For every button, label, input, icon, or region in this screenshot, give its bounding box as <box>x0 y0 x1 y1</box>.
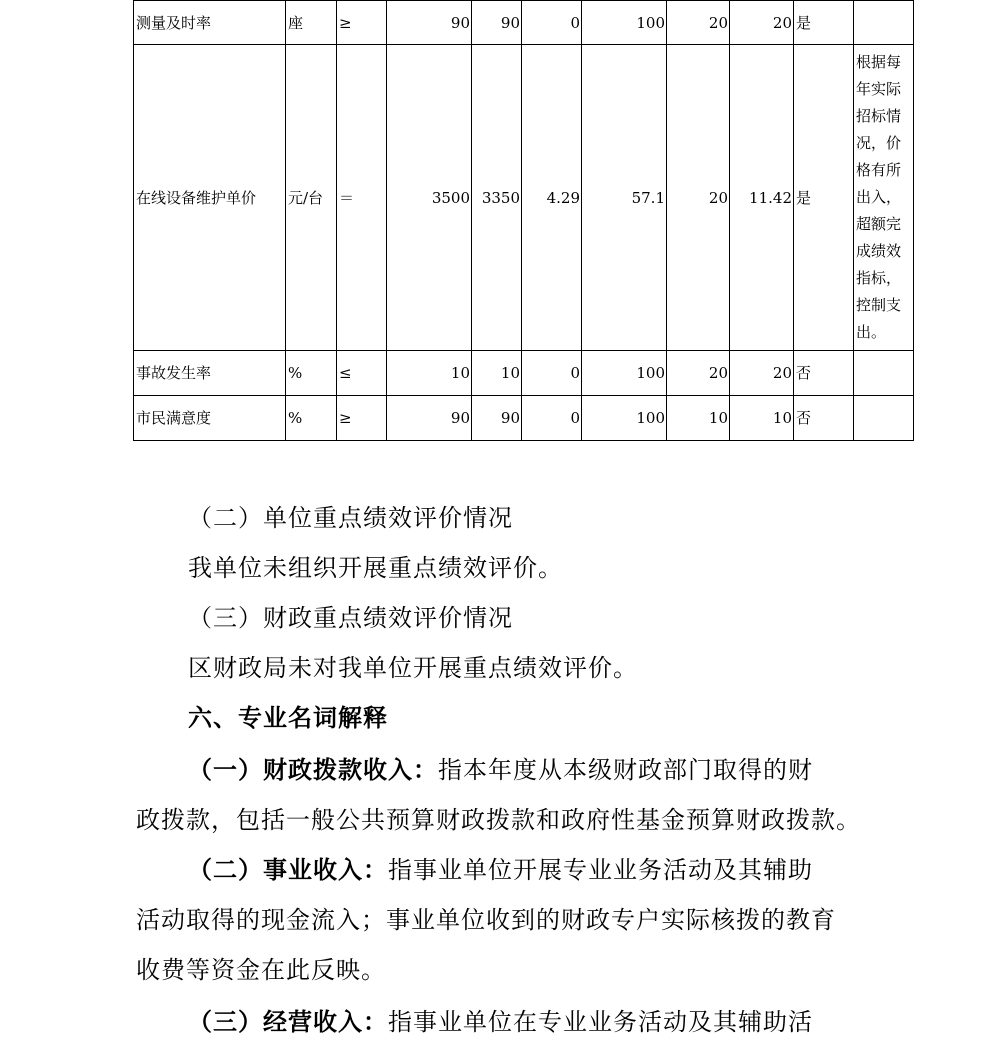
term-2-label: （二）事业收入： <box>188 855 388 884</box>
indicator-unit: % <box>286 351 337 396</box>
term-1-first-line <box>188 745 813 795</box>
indicator-name: 在线设备维护单价 <box>134 45 286 351</box>
indicator-operator: ≥ <box>337 396 387 441</box>
cell-value: 10 <box>472 351 522 396</box>
cell-value: 20 <box>667 1 730 45</box>
part-6-title: 六、专业名词解释 <box>188 703 388 732</box>
cell-value: 0 <box>522 351 582 396</box>
table-row <box>134 351 914 396</box>
term-1-text: 指本年度从本级财政部门取得的财 <box>438 756 813 784</box>
cell-value: 57.1 <box>582 45 667 351</box>
term-3-label: （三）经营收入： <box>188 1007 388 1036</box>
indicator-operator: ＝ <box>337 45 387 351</box>
term-2-continuation: 收费等资金在此反映。 <box>136 956 386 984</box>
cell-value: 90 <box>472 396 522 441</box>
term-3-text: 指事业单位在专业业务活动及其辅助活 <box>388 1008 813 1036</box>
cell-value: 0 <box>522 1 582 45</box>
indicator-unit: 座 <box>286 1 337 45</box>
indicator-unit: % <box>286 396 337 441</box>
cell-value: 90 <box>387 1 472 45</box>
cell-value: 90 <box>472 1 522 45</box>
term-1-continuation: 政拨款，包括一般公共预算财政拨款和政府性基金预算财政拨款。 <box>136 806 861 834</box>
cell-value: 3500 <box>387 45 472 351</box>
cell-value: 4.29 <box>522 45 582 351</box>
cell-value: 0 <box>522 396 582 441</box>
indicator-flag: 是 <box>794 45 854 351</box>
cell-value: 20 <box>667 45 730 351</box>
indicator-operator: ≥ <box>337 1 387 45</box>
performance-indicator-table <box>133 0 914 441</box>
indicator-unit: 元/台 <box>286 45 337 351</box>
section-2-heading: （二）单位重点绩效评价情况 <box>188 504 513 532</box>
section-2-body: 我单位未组织开展重点绩效评价。 <box>188 554 563 582</box>
indicator-flag: 是 <box>794 1 854 45</box>
indicator-remark <box>854 351 914 396</box>
section-3-heading: （三）财政重点绩效评价情况 <box>188 604 513 632</box>
indicator-remark <box>854 396 914 441</box>
term-3-first-line <box>188 997 813 1047</box>
indicator-remark <box>854 1 914 45</box>
table-row <box>134 396 914 441</box>
cell-value: 100 <box>582 396 667 441</box>
cell-value: 11.42 <box>730 45 794 351</box>
cell-value: 90 <box>387 396 472 441</box>
cell-value: 10 <box>387 351 472 396</box>
cell-value: 20 <box>730 1 794 45</box>
term-2-first-line <box>188 845 813 895</box>
indicator-name: 测量及时率 <box>134 1 286 45</box>
cell-value: 100 <box>582 1 667 45</box>
cell-value: 3350 <box>472 45 522 351</box>
section-3-body: 区财政局未对我单位开展重点绩效评价。 <box>188 654 638 682</box>
indicator-operator: ≤ <box>337 351 387 396</box>
term-2-text: 指事业单位开展专业业务活动及其辅助 <box>388 856 813 884</box>
table-row <box>134 45 914 351</box>
indicator-flag: 否 <box>794 351 854 396</box>
cell-value: 100 <box>582 351 667 396</box>
cell-value: 10 <box>730 396 794 441</box>
indicator-name: 市民满意度 <box>134 396 286 441</box>
cell-value: 20 <box>730 351 794 396</box>
cell-value: 10 <box>667 396 730 441</box>
term-2-continuation: 活动取得的现金流入；事业单位收到的财政专户实际核拨的教育 <box>136 906 836 934</box>
cell-value: 20 <box>667 351 730 396</box>
term-1-label: （一）财政拨款收入： <box>188 755 438 784</box>
table-row <box>134 1 914 45</box>
indicator-remark: 根据每年实际招标情况，价格有所出入，超额完成绩效指标，控制支出。 <box>854 45 914 351</box>
indicator-flag: 否 <box>794 396 854 441</box>
indicator-name: 事故发生率 <box>134 351 286 396</box>
